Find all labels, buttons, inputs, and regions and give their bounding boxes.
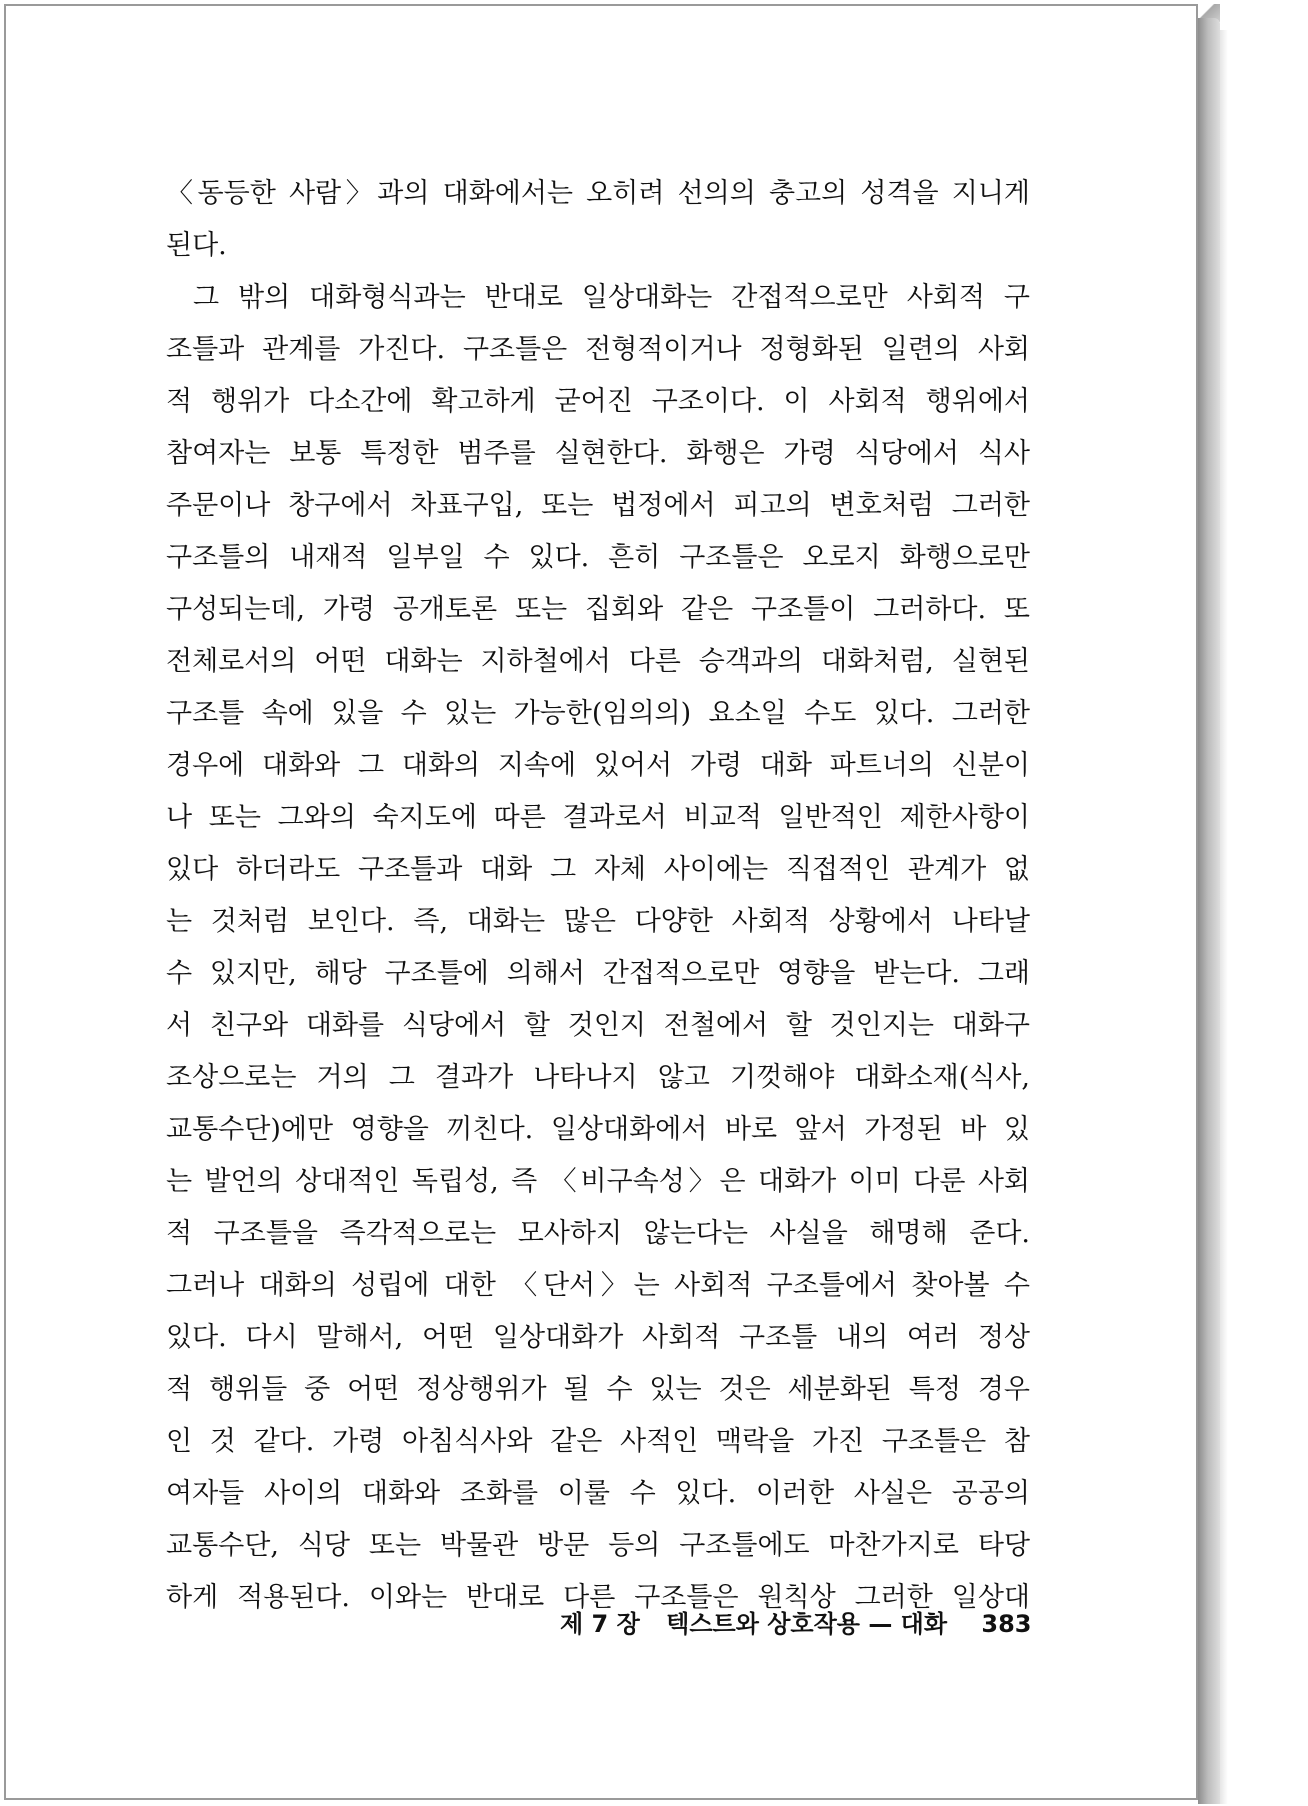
text-line: 조틀과 관계를 가진다. 구조틀은 전형적이거나 정형화된 일련의 사회 xyxy=(166,334,1030,365)
text-line: 여자들 사이의 대화와 조화를 이룰 수 있다. 이러한 사실은 공공의 xyxy=(166,1478,1030,1509)
text-line: 있다 하더라도 구조틀과 대화 그 자체 사이에는 직접적인 관계가 없 xyxy=(166,854,1030,885)
text-line: 나 또는 그와의 숙지도에 따른 결과로서 비교적 일반적인 제한사항이 xyxy=(166,802,1030,833)
text-line: 주문이나 창구에서 차표구입, 또는 법정에서 피고의 변호처럼 그러한 xyxy=(166,490,1030,521)
text-line: 구조틀의 내재적 일부일 수 있다. 흔히 구조틀은 오로지 화행으로만 xyxy=(166,542,1030,573)
running-footer xyxy=(560,1604,1032,1644)
text-line: 그러나 대화의 성립에 대한 〈단서〉는 사회적 구조틀에서 찾아볼 수 xyxy=(166,1270,1030,1301)
page-edge-stack xyxy=(1198,18,1220,1804)
text-line: 된다. xyxy=(166,230,227,261)
text-line: 하게 적용된다. 이와는 반대로 다른 구조틀은 원칙상 그러한 일상대 xyxy=(166,1582,1030,1613)
text-line: 조상으로는 거의 그 결과가 나타나지 않고 기껏해야 대화소재(식사, xyxy=(166,1062,1030,1093)
text-line: 있다. 다시 말해서, 어떤 일상대화가 사회적 구조틀 내의 여러 정상 xyxy=(166,1322,1030,1353)
text-line: 적 행위들 중 어떤 정상행위가 될 수 있는 것은 세분화된 특정 경우 xyxy=(166,1374,1030,1405)
text-line: 수 있지만, 해당 구조틀에 의해서 간접적으로만 영향을 받는다. 그래 xyxy=(166,958,1030,989)
text-line: 전체로서의 어떤 대화는 지하철에서 다른 승객과의 대화처럼, 실현된 xyxy=(166,646,1030,677)
text-line: 교통수단, 식당 또는 박물관 방문 등의 구조틀에도 마찬가지로 타당 xyxy=(166,1530,1030,1561)
text-line: 교통수단)에만 영향을 끼친다. 일상대화에서 바로 앞서 가정된 바 있 xyxy=(166,1114,1030,1145)
text-line: 〈동등한 사람〉과의 대화에서는 오히려 선의의 충고의 성격을 지니게 xyxy=(166,178,1030,209)
body-text xyxy=(166,168,1030,1624)
text-line: 적 행위가 다소간에 확고하게 굳어진 구조이다. 이 사회적 행위에서 xyxy=(166,386,1030,417)
text-line: 적 구조틀을 즉각적으로는 모사하지 않는다는 사실을 해명해 준다. xyxy=(166,1218,1030,1249)
page-shadow xyxy=(1220,30,1228,1804)
text-line: 경우에 대화와 그 대화의 지속에 있어서 가령 대화 파트너의 신분이 xyxy=(166,750,1030,781)
text-line: 구조틀 속에 있을 수 있는 가능한(임의의) 요소일 수도 있다. 그러한 xyxy=(166,698,1030,729)
text-line: 인 것 같다. 가령 아침식사와 같은 사적인 맥락을 가진 구조틀은 참 xyxy=(166,1426,1030,1457)
text-line: 구성되는데, 가령 공개토론 또는 집회와 같은 구조틀이 그러하다. 또 xyxy=(166,594,1030,625)
text-line: 는 발언의 상대적인 독립성, 즉 〈비구속성〉은 대화가 이미 다룬 사회 xyxy=(166,1166,1030,1197)
text-line: 는 것처럼 보인다. 즉, 대화는 많은 다양한 사회적 상황에서 나타날 xyxy=(166,906,1030,937)
text-line: 참여자는 보통 특정한 범주를 실현한다. 화행은 가령 식당에서 식사 xyxy=(166,438,1030,469)
footer-chapter: 제 7 장 xyxy=(560,1610,640,1638)
text-line: 그 밖의 대화형식과는 반대로 일상대화는 간접적으로만 사회적 구 xyxy=(193,282,1030,313)
page-number: 383 xyxy=(981,1610,1032,1638)
text-line: 서 친구와 대화를 식당에서 할 것인지 전철에서 할 것인지는 대화구 xyxy=(166,1010,1030,1041)
footer-title: 텍스트와 상호작용 — 대화 xyxy=(666,1610,948,1638)
